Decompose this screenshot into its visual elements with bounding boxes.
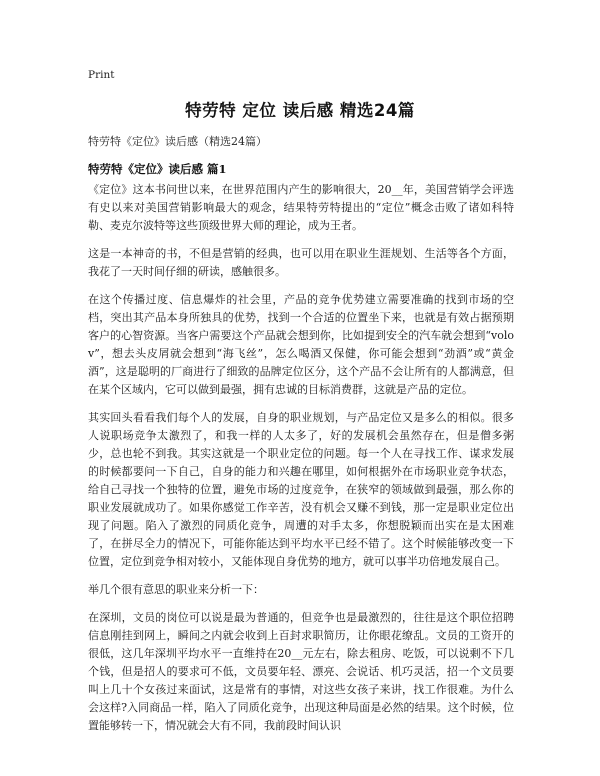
print-label[interactable]: Print bbox=[88, 69, 115, 81]
paragraph: 其实回头看看我们每个人的发展，自身的职业规划，与产品定位又是多么的相似。很多人说职场竞争太激烈了，和我一样的人太多了，好的发展机会虽然存在，但是僧多粥少，总也轮不到我。其实这就是一个职业定位的问题。每一个人在寻找工作、谋求发展的时候都要问一下自己，自身的能力和兴趣在哪里，如何根据外在市场职业竞争状态，给自己寻找一个独特的位置，避免市场的过度竞争，在狭窄的领域做到最强，那么你的职业发展就成功了。如果你感觉工作辛苦，没有机会又赚不到钱，那一定是职业定位出现了问题。陷入了激烈的同质化竞争，周遭的对手太多，你想脱颖而出实在是太困难了，在拼尽全力的情况下，可能你能达到平均水平已经不错了。这个时候能够改变一下位置，定位到竞争相对较小，又能体现自身优势的地方，就可以事半功倍地发展自己。 bbox=[88, 411, 514, 568]
page-title: 特劳特 定位 读后感 精选24篇 bbox=[185, 101, 415, 120]
paragraph: 《定位》这本书问世以来，在世界范围内产生的影响很大，20__年，美国营销学会评选有史以来对美国营销影响最大的观念，结果特劳特提出的“定位”概念击败了诸如科特勒、麦克尔波特等这些顶级世界大师的理论，成为王者。 bbox=[88, 183, 514, 232]
paragraph: 在这个传播过度、信息爆炸的社会里，产品的竞争优势建立需要准确的找到市场的空档，突出其产品本身所独具的优势，找到一个合适的位置坐下来，也就是有效占据预期客户的心智资源。当客户需要这个产品就会想到你，比如提到安全的汽车就会想到“volov”，想去头皮屑就会想到“海飞丝”，怎么喝酒又保健，你可能会想到“劲酒”或“黄金酒”，这是聪明的厂商进行了细致的品牌定位区分，这个产品不会让所有的人都满意，但在某个区域内，它可以做到最强，拥有忠诚的目标消费群，这就是产品的定位。 bbox=[88, 293, 514, 396]
paragraph: 举几个很有意思的职业来分析一下： bbox=[88, 583, 264, 596]
article-body bbox=[88, 181, 514, 745]
paragraph: 在深圳，文员的岗位可以说是最为普通的，但竞争也是最激烈的，往往是这个职位招聘信息刚挂到网上，瞬间之内就会收到上百封求职简历，让你眼花缭乱。文员的工资开的很低，这几年深圳平均水平一直维持在20__元左右，除去租房、吃饭，可以说剩不下几个钱，但是招人的要求可不低，文员要年轻、漂亮、会说话、机巧灵活，招一个文员要叫上几十个女孩过来面试，这是常有的事情，对这些女孩子来讲，找工作很难。为什么会这样?入同商品一样，陷入了同质化竞争，出现这种局面是必然的结果。这个时候，位置能够转一下，情况就会大有不同，我前段时间认识 bbox=[88, 611, 514, 732]
document-subtitle: 特劳特《定位》读后感（精选24篇） bbox=[88, 135, 267, 148]
section-heading: 特劳特《定位》读后感 篇1 bbox=[88, 162, 227, 176]
paragraph: 这是一本神奇的书，不但是营销的经典，也可以用在职业生涯规划、生活等各个方面，我花了一天时间仔细的研读，感触很多。 bbox=[88, 247, 514, 278]
